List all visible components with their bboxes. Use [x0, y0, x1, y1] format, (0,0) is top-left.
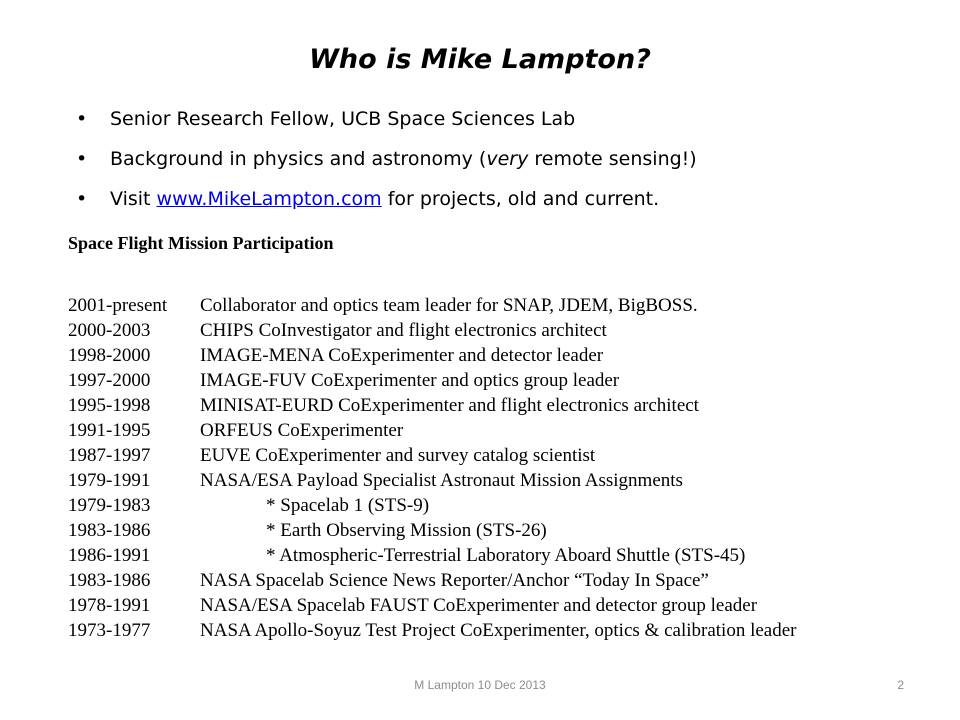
- row-years: 1983-1986: [68, 520, 151, 541]
- row-years: 1979-1983: [68, 495, 151, 516]
- row-description: EUVE CoExperimenter and survey catalog scientist: [200, 445, 596, 466]
- bullet-text: [110, 99, 575, 139]
- slide-footer: [0, 678, 960, 698]
- row-description: * Atmospheric-Terrestrial Laboratory Aboard Shuttle (STS-45): [266, 545, 746, 566]
- row-years: 1979-1991: [68, 470, 151, 491]
- row-years: 1998-2000: [68, 345, 151, 366]
- bullet-item: [0, 179, 960, 219]
- table-row: [68, 543, 918, 568]
- row-years: 2000-2003: [68, 320, 151, 341]
- row-years: 2001-present: [68, 295, 168, 316]
- row-years: 1986-1991: [68, 545, 151, 566]
- row-description: NASA Spacelab Science News Reporter/Anchor “Today In Space”: [200, 570, 709, 591]
- table-row: [68, 318, 918, 343]
- table-row: [68, 343, 918, 368]
- table-row: [68, 518, 918, 543]
- row-years: 1973-1977: [68, 620, 151, 641]
- bullet-dot-icon: •: [76, 108, 88, 130]
- table-row: [68, 568, 918, 593]
- row-years: 1995-1998: [68, 395, 151, 416]
- table-row: [68, 368, 918, 393]
- bullet-text: [110, 179, 659, 219]
- bullet-item: [0, 99, 960, 139]
- bullet-dot-icon: •: [76, 188, 88, 210]
- row-description: IMAGE-FUV CoExperimenter and optics group leader: [200, 370, 620, 391]
- row-description: ORFEUS CoExperimenter: [200, 420, 404, 441]
- slide-title: Who is Mike Lampton?: [309, 44, 651, 75]
- bullet-text-post: remote sensing!): [528, 148, 697, 170]
- table-row: [68, 493, 918, 518]
- row-description: CHIPS CoInvestigator and flight electronics architect: [200, 320, 607, 341]
- bullet-text-pre: Background in physics and astronomy (: [110, 148, 487, 170]
- bullet-dot-icon: •: [76, 148, 88, 170]
- page-number: 2: [897, 678, 904, 692]
- row-description: NASA/ESA Spacelab FAUST CoExperimenter and detector group leader: [200, 595, 758, 616]
- row-description: NASA/ESA Payload Specialist Astronaut Mission Assignments: [200, 470, 683, 491]
- bullet-text-content: Senior Research Fellow, UCB Space Sciences Lab: [110, 108, 576, 130]
- row-description: * Spacelab 1 (STS-9): [266, 495, 430, 516]
- table-row: [68, 468, 918, 493]
- table-row: [68, 293, 918, 318]
- bullet-text-emphasis: very: [486, 148, 529, 170]
- bullet-text: [110, 139, 697, 179]
- mission-participation-table: [68, 231, 918, 643]
- row-description: Collaborator and optics team leader for SNAP, JDEM, BigBOSS.: [200, 295, 698, 316]
- table-row: [68, 393, 918, 418]
- table-row: [68, 443, 918, 468]
- bullet-text-pre: Visit: [110, 188, 157, 210]
- row-years: 1987-1997: [68, 445, 151, 466]
- table-row: [68, 593, 918, 618]
- table-heading: Space Flight Mission Participation: [68, 233, 334, 253]
- table-row: [68, 618, 918, 643]
- row-years: 1991-1995: [68, 420, 151, 441]
- row-description: MINISAT-EURD CoExperimenter and flight electronics architect: [200, 395, 699, 416]
- website-link[interactable]: www.MikeLampton.com: [156, 188, 382, 210]
- row-description: NASA Apollo-Soyuz Test Project CoExperimenter, optics & calibration leader: [200, 620, 797, 641]
- row-description: * Earth Observing Mission (STS-26): [266, 520, 547, 541]
- bullet-list: [0, 99, 960, 219]
- footer-text: M Lampton 10 Dec 2013: [414, 678, 546, 692]
- bullet-item: [0, 139, 960, 179]
- row-years: 1997-2000: [68, 370, 151, 391]
- row-years: 1983-1986: [68, 570, 151, 591]
- row-years: 1978-1991: [68, 595, 151, 616]
- row-description: IMAGE-MENA CoExperimenter and detector leader: [200, 345, 604, 366]
- bullet-text-post: for projects, old and current.: [381, 188, 660, 210]
- table-row: [68, 418, 918, 443]
